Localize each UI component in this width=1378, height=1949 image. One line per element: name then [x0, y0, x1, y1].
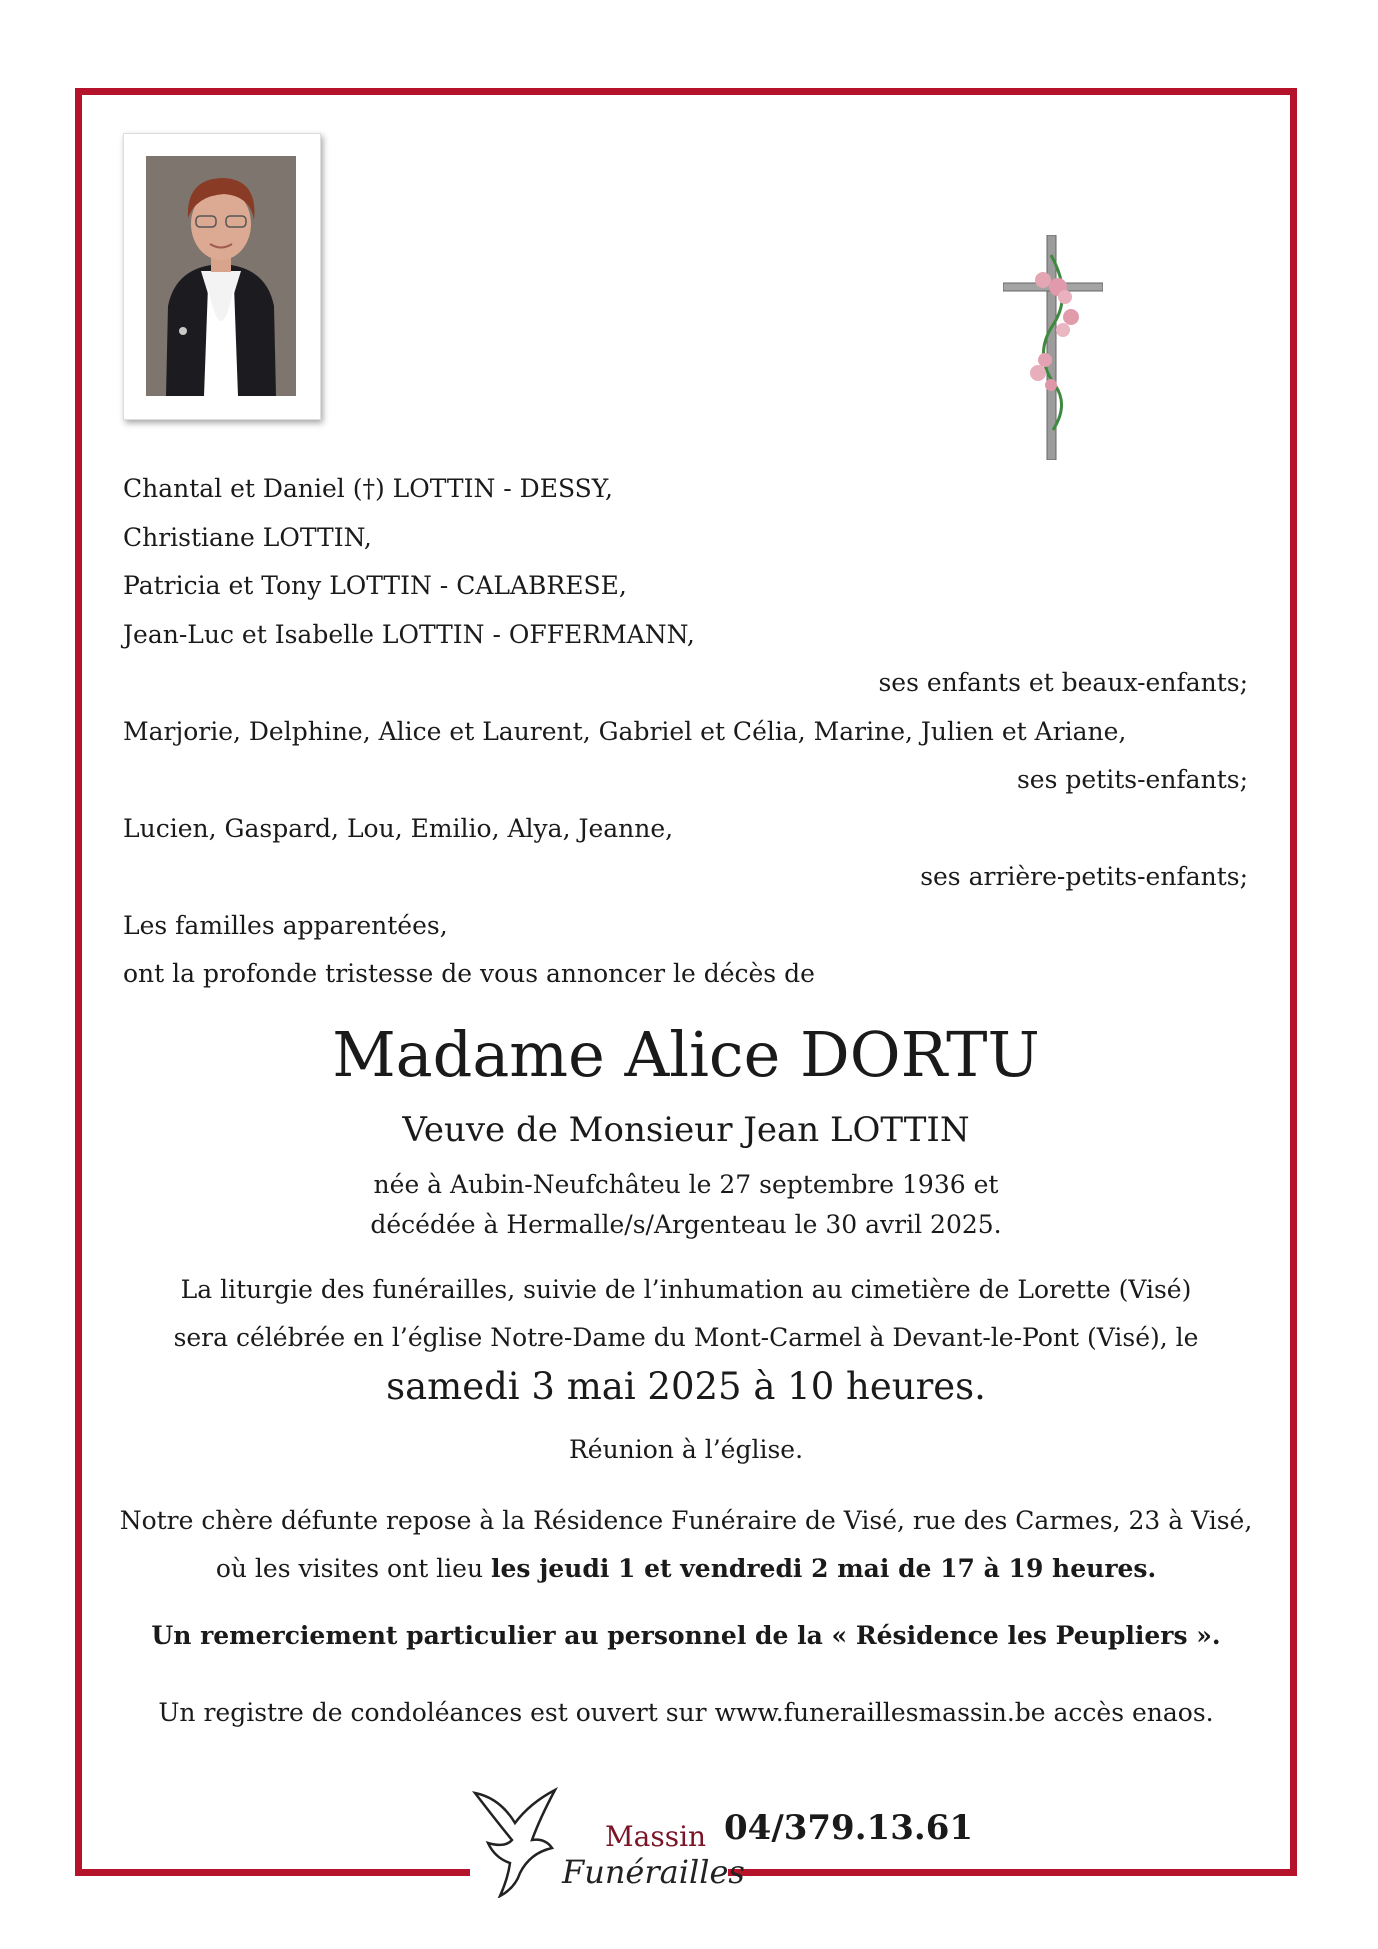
family-role: ses arrière-petits-enfants; — [920, 862, 1248, 891]
ceremony-datetime: samedi 3 mai 2025 à 10 heures. — [386, 1365, 986, 1408]
family-line: Christiane LOTTIN, — [123, 522, 372, 552]
ceremony-line: sera célébrée en l’église Notre-Dame du Mont-Carmel à Devant-le-Pont (Visé), le — [173, 1323, 1199, 1352]
massin-logo — [470, 1778, 745, 1898]
visits-line: Notre chère défunte repose à la Résidence Funéraire de Visé, rue des Carmes, 23 à Visé, — [119, 1506, 1253, 1535]
family-line: Les familles apparentées, — [123, 910, 448, 940]
birth-line: née à Aubin-Neufchâteu le 27 septembre 1936 et — [373, 1170, 999, 1199]
family-line: Chantal et Daniel (†) LOTTIN - DESSY, — [123, 474, 613, 503]
thanks-line: Un remerciement particulier au personnel de la « Résidence les Peupliers ». — [151, 1621, 1221, 1650]
visits-prefix: où les visites ont lieu — [215, 1554, 484, 1583]
family-role: ses enfants et beaux-enfants; — [878, 668, 1248, 697]
phone-number: 04/379.13.61 — [724, 1808, 974, 1848]
deceased-name: Madame Alice DORTU — [332, 1018, 1040, 1091]
register-line: Un registre de condoléances est ouvert sur www.funeraillesmassin.be accès enaos. — [158, 1698, 1214, 1727]
cross-with-roses-icon — [1003, 235, 1103, 460]
family-line: Lucien, Gaspard, Lou, Emilio, Alya, Jeanne, — [123, 813, 674, 843]
portrait-photo — [146, 156, 296, 396]
family-line: Marjorie, Delphine, Alice et Laurent, Gabriel et Célia, Marine, Julien et Ariane, — [123, 716, 1127, 746]
ceremony-text — [75, 1266, 1297, 1362]
logo-funerailles-text: Funérailles — [562, 1853, 745, 1891]
death-line: décédée à Hermalle/s/Argenteau le 30 avril 2025. — [370, 1210, 1002, 1239]
announcement-line: ont la profonde tristesse de vous annoncer le décès de — [123, 959, 815, 988]
meeting-line: Réunion à l’église. — [568, 1435, 804, 1464]
family-list — [123, 465, 1248, 999]
family-line: Jean-Luc et Isabelle LOTTIN - OFFERMANN, — [123, 619, 695, 649]
life-dates — [75, 1165, 1297, 1245]
widow-line: Veuve de Monsieur Jean LOTTIN — [402, 1110, 970, 1150]
visits-text — [75, 1497, 1297, 1593]
ceremony-line: La liturgie des funérailles, suivie de l’inhumation au cimetière de Lorette (Visé) — [180, 1275, 1192, 1304]
family-role: ses petits-enfants; — [1016, 765, 1248, 794]
logo-massin-text: Massin — [605, 1820, 707, 1853]
visits-hours: les jeudi 1 et vendredi 2 mai de 17 à 19 heures. — [491, 1554, 1157, 1583]
portrait-frame — [123, 133, 321, 420]
family-line: Patricia et Tony LOTTIN - CALABRESE, — [123, 571, 627, 600]
visits-line-2 — [75, 1545, 1297, 1593]
